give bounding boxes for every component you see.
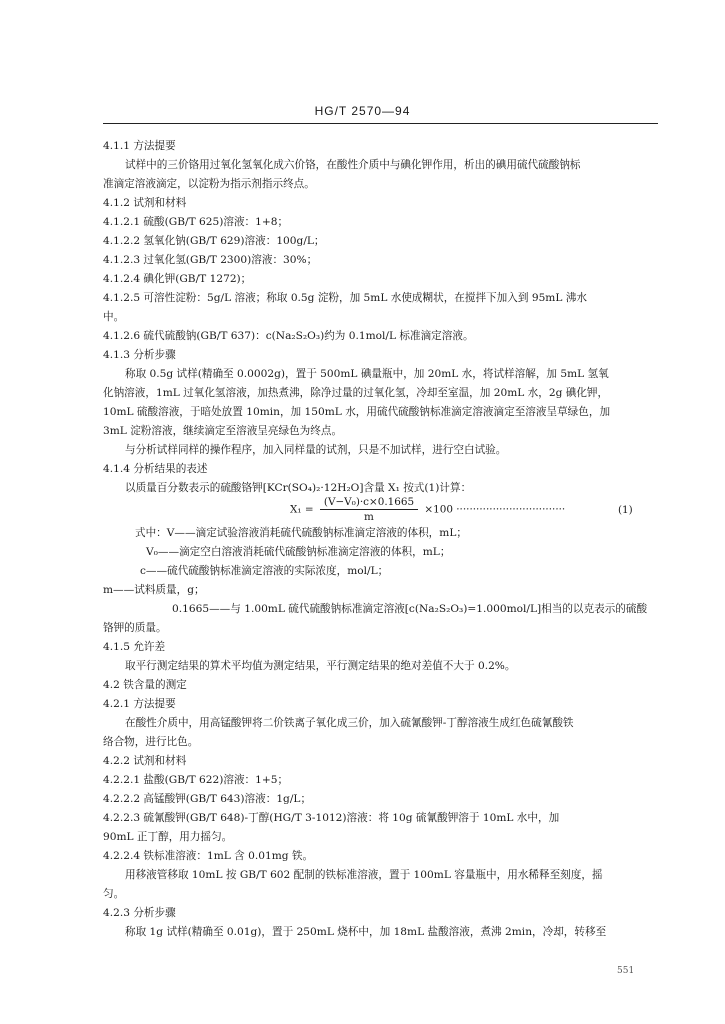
text-line: 试样中的三价铬用过氧化氢氧化成六价铬，在酸性介质中与碘化钾作用，析出的碘用硫代硫酸钠标 (125, 159, 581, 171)
text-line: 络合物，进行比色。 (103, 736, 199, 748)
text-line: 化钠溶液，1mL 过氧化氢溶液，加热煮沸，除净过量的过氧化氢，冷却至室温，加 20mL 水，2g 碘化钾， (103, 387, 609, 399)
formula-lhs: X₁ = (290, 503, 314, 516)
text-line: 4.2.2.2 高锰酸钾(GB/T 643)溶液：1g/L； (103, 793, 312, 805)
text-line: 90mL 正丁醇，用力摇匀。 (103, 831, 233, 843)
formula-1 (290, 496, 565, 523)
formula-denominator: m (364, 511, 374, 523)
text-line: 在酸性介质中，用高锰酸钾将二价铁离子氧化成三价，加入硫氰酸钾-丁醇溶液生成红色硫氰酸铁 (125, 717, 574, 729)
text-line: 4.1.1 方法提要 (103, 140, 176, 152)
text-line: 中。 (103, 311, 125, 323)
text-line: 4.1.3 分析步骤 (103, 349, 176, 361)
header-rule (103, 123, 658, 124)
text-line: 称取 0.5g 试样(精确至 0.0002g)，置于 500mL 碘量瓶中，加 20mL 水，将试样溶解，加 5mL 氢氧 (125, 368, 609, 380)
text-line: 匀。 (103, 888, 125, 900)
text-line: 4.1.2.5 可溶性淀粉：5g/L 溶液；称取 0.5g 淀粉，加 5mL 水使成糊状，在搅拌下加入到 95mL 沸水 (103, 292, 587, 304)
text-line: 4.1.2.2 氢氧化钠(GB/T 629)溶液：100g/L； (103, 235, 325, 247)
text-line: 4.2.2 试剂和材料 (103, 755, 187, 767)
text-line: 用移液管移取 10mL 按 GB/T 602 配制的铁标准溶液，置于 100mL 容量瓶中，用水稀释至刻度，摇 (125, 869, 603, 881)
text-line: 称取 1g 试样(精确至 0.01g)，置于 250mL 烧杯中，加 18mL 盐酸溶液，煮沸 2min，冷却，转移至 (125, 926, 607, 938)
formula-numerator: (V−V₀)·c×0.1665 (320, 496, 418, 510)
text-line: 铬钾的质量。 (103, 622, 167, 634)
page-number: 551 (617, 966, 635, 976)
text-line: V₀——滴定空白溶液消耗硫代硫酸钠标准滴定溶液的体积，mL； (146, 546, 451, 558)
text-line: 4.2.1 方法提要 (103, 698, 176, 710)
standard-header: HG/T 2570—94 (314, 104, 411, 118)
text-line: c——硫代硫酸钠标准滴定溶液的实际浓度，mol/L； (140, 565, 389, 577)
text-line: 4.2.2.3 硫氰酸钾(GB/T 648)-丁醇(HG/T 3-1012)溶液：将 10g 硫氰酸钾溶于 10mL 水中，加 (103, 812, 560, 824)
formula-number: (1) (618, 504, 633, 516)
text-line: 4.1.2.6 硫代硫酸钠(GB/T 637)：c(Na₂S₂O₃)约为 0.1mol/L 标准滴定溶液。 (103, 330, 474, 342)
text-line: 式中：V——滴定试验溶液消耗硫代硫酸钠标准滴定溶液的体积，mL； (135, 527, 467, 539)
text-line: 4.1.2.1 硫酸(GB/T 625)溶液：1+8； (103, 216, 289, 228)
formula-fraction (320, 496, 418, 523)
text-line: 4.1.5 允许差 (103, 641, 166, 653)
text-line: 取平行测定结果的算术平均值为测定结果，平行测定结果的绝对差值不大于 0.2%。 (125, 660, 516, 672)
text-line: 4.1.2.4 碘化钾(GB/T 1272)； (103, 273, 252, 285)
text-line: 4.2 铁含量的测定 (103, 679, 187, 691)
text-line: 4.1.2 试剂和材料 (103, 197, 187, 209)
text-line: 4.1.2.3 过氧化氢(GB/T 2300)溶液：30%； (103, 254, 318, 266)
text-line: 以质量百分数表示的硫酸铬钾[KCr(SO₄)₂·12H₂O]含量 X₁ 按式(1)计算： (125, 482, 472, 494)
text-line: 4.1.4 分析结果的表述 (103, 463, 208, 475)
text-line: m——试料质量，g； (103, 584, 205, 596)
text-line: 4.2.2.4 铁标准溶液：1mL 含 0.01mg 铁。 (103, 850, 314, 862)
text-line: 10mL 硫酸溶液，于暗处放置 10min，加 150mL 水，用硫代硫酸钠标准滴定溶液滴定至溶液呈草绿色，加 (103, 406, 611, 418)
text-line: 0.1665——与 1.00mL 硫代硫酸钠标准滴定溶液[c(Na₂S₂O₃)=1.000mol/L]相当的以克表示的硫酸 (172, 603, 648, 615)
text-line: 准滴定溶液滴定，以淀粉为指示剂指示终点。 (103, 178, 315, 190)
text-line: 与分析试样同样的操作程序，加入同样量的试剂，只是不加试样，进行空白试验。 (125, 444, 507, 456)
text-line: 3mL 淀粉溶液，继续滴定至溶液呈亮绿色为终点。 (103, 425, 343, 437)
formula-rhs: ×100 ································· (424, 503, 566, 516)
text-line: 4.2.2.1 盐酸(GB/T 622)溶液：1+5； (103, 774, 289, 786)
text-line: 4.2.3 分析步骤 (103, 907, 176, 919)
